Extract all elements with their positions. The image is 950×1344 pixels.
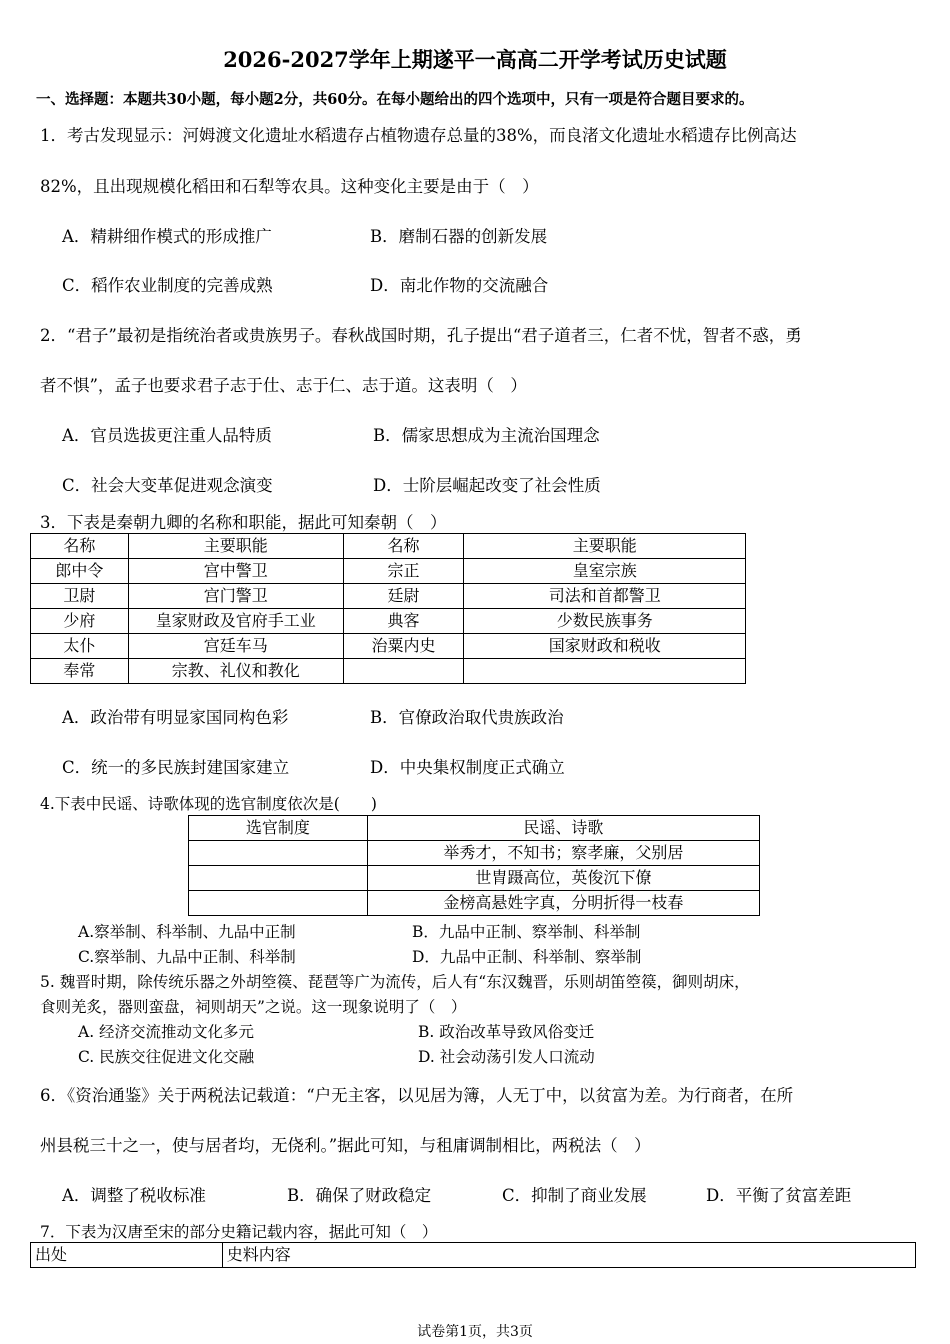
section-instruction: 一、选择题：本题共30小题，每小题2分，共60分。在每小题给出的四个选项中，只有一项是符合题目要求的。 [36,91,754,108]
q3-option-b: B．官僚政治取代贵族政治 [370,708,564,727]
q3-option-d: D．中央集权制度正式确立 [370,758,565,777]
q3-stem: 3．下表是秦朝九卿的名称和职能，据此可知秦朝（ ） [40,513,447,532]
table-row [31,634,746,659]
q7-table [30,1242,916,1268]
table-cell: 民谣、诗歌 [367,816,759,841]
table-row [189,866,760,891]
table-cell: 治粟内史 [343,634,464,659]
q2-option-d: D．士阶层崛起改变了社会性质 [373,476,601,495]
table-cell: 举秀才，不知书；察孝廉，父别居 [367,841,759,866]
table-cell: 皇家财政及官府手工业 [128,609,343,634]
table-row [189,891,760,916]
table-cell: 宗教、礼仪和教化 [128,659,343,684]
table-cell: 廷尉 [343,584,464,609]
table-cell: 宫廷车马 [128,634,343,659]
table-cell [189,866,368,891]
table-cell: 名称 [31,534,129,559]
table-row [31,1243,916,1268]
table-header-source: 出处 [31,1243,223,1268]
q5-stem-line1: 5. 魏晋时期，除传统乐器之外胡箜篌、琵琶等广为流传，后人有“东汉魏晋，乐则胡笛箜篌，御则胡床， [40,973,750,991]
q1-stem-line1: 1．考古发现显示：河姆渡文化遗址水稻遗存占植物遗存总量的38%，而良渚文化遗址水稻遗存比例高达 [40,126,797,145]
table-cell: 皇室宗族 [464,559,746,584]
q4-stem: 4.下表中民谣、诗歌体现的选官制度依次是( ) [40,795,377,813]
table-row [31,584,746,609]
q6-option-a: A．调整了税收标准 [62,1186,206,1205]
table-cell: 司法和首都警卫 [464,584,746,609]
table-header-content: 史料内容 [222,1243,915,1268]
table-cell: 典客 [343,609,464,634]
q6-stem-line2: 州县税三十之一，使与居者均，无侥利。”据此可知，与租庸调制相比，两税法（ ） [40,1136,651,1155]
q2-option-a: A．官员选拔更注重人品特质 [62,426,272,445]
table-cell [343,659,464,684]
q4-option-d: D．九品中正制、科举制、察举制 [412,948,642,966]
table-row [189,816,760,841]
q5-stem-line2: 食则羌炙，器则蛮盘，祠则胡天”之说。这一现象说明了（ ） [40,998,467,1016]
q6-option-d: D．平衡了贫富差距 [706,1186,852,1205]
page-title: 2026-2027学年上期遂平一高高二开学考试历史试题 [223,47,727,72]
q2-stem-line1: 2．“君子”最初是指统治者或贵族男子。春秋战国时期，孔子提出“君子道者三，仁者不忧，智者不惑，勇 [40,326,802,345]
q5-option-c: C. 民族交往促进文化交融 [78,1048,255,1066]
table-cell: 宫中警卫 [128,559,343,584]
q1-stem-line2: 82%，且出现规模化稻田和石犁等农具。这种变化主要是由于（ ） [40,177,539,196]
table-cell: 世胄蹑高位，英俊沉下僚 [367,866,759,891]
q4-option-b: B．九品中正制、察举制、科举制 [412,923,641,941]
table-cell: 卫尉 [31,584,129,609]
q5-option-a: A. 经济交流推动文化多元 [78,1023,255,1041]
q1-option-c: C．稻作农业制度的完善成熟 [62,276,273,295]
q5-option-b: B. 政治改革导致风俗变迁 [418,1023,595,1041]
q2-option-b: B．儒家思想成为主流治国理念 [373,426,600,445]
q5-option-d: D. 社会动荡引发人口流动 [418,1048,595,1066]
table-cell: 少府 [31,609,129,634]
page-footer: 试卷第1页，共3页 [417,1324,533,1340]
table-cell: 国家财政和税收 [464,634,746,659]
table-cell: 选官制度 [189,816,368,841]
table-row [189,841,760,866]
q4-option-a: A.察举制、科举制、九品中正制 [78,923,296,941]
table-cell: 主要职能 [464,534,746,559]
q1-option-b: B．磨制石器的创新发展 [370,227,548,246]
q4-table [188,815,760,916]
table-cell: 主要职能 [128,534,343,559]
table-cell: 宗正 [343,559,464,584]
table-cell: 少数民族事务 [464,609,746,634]
q1-option-d: D．南北作物的交流融合 [370,276,549,295]
q2-option-c: C．社会大变革促进观念演变 [62,476,273,495]
q6-option-b: B．确保了财政稳定 [287,1186,432,1205]
table-cell: 郎中令 [31,559,129,584]
q3-table [30,533,746,684]
table-row [31,659,746,684]
q4-option-c: C.察举制、九品中正制、科举制 [78,948,296,966]
q3-option-a: A．政治带有明显家国同构色彩 [62,708,289,727]
q3-option-c: C．统一的多民族封建国家建立 [62,758,290,777]
q6-option-c: C．抑制了商业发展 [502,1186,647,1205]
table-cell: 金榜高悬姓字真，分明折得一枝春 [367,891,759,916]
q7-stem: 7．下表为汉唐至宋的部分史籍记载内容，据此可知（ ） [40,1223,438,1241]
table-cell [189,891,368,916]
table-cell: 宫门警卫 [128,584,343,609]
table-cell: 奉常 [31,659,129,684]
q1-option-a: A．精耕细作模式的形成推广 [62,227,272,246]
q2-stem-line2: 者不惧”，孟子也要求君子志于仕、志于仁、志于道。这表明（ ） [40,376,527,395]
table-row [31,609,746,634]
table-cell [464,659,746,684]
table-row [31,534,746,559]
table-cell [189,841,368,866]
table-cell: 名称 [343,534,464,559]
table-row [31,559,746,584]
q6-stem-line1: 6．《资治通鉴》关于两税法记载道：“户无主客，以见居为簿，人无丁中，以贫富为差。为行商者，在所 [40,1086,794,1105]
table-cell: 太仆 [31,634,129,659]
